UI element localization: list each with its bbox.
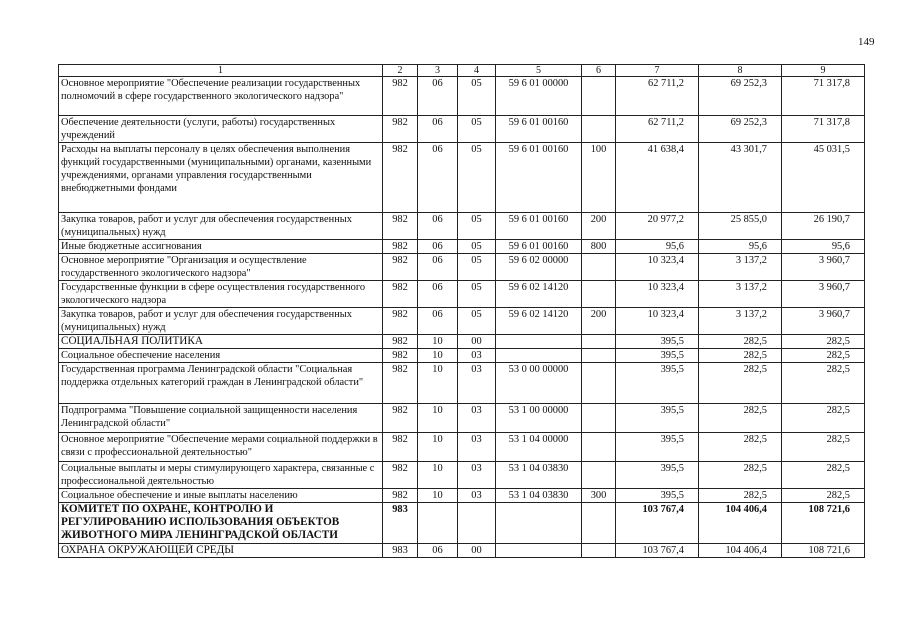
- code-subsection-cell: 05: [458, 77, 496, 116]
- header-cell: 9: [782, 65, 865, 77]
- code-department-cell: 982: [383, 489, 418, 503]
- code-department-cell: 982: [383, 254, 418, 281]
- code-target-article-cell: [496, 349, 582, 363]
- row-name-cell: Закупка товаров, работ и услуг для обеспечения государственных (муниципальных) нужд: [59, 308, 383, 335]
- row-name-cell: СОЦИАЛЬНАЯ ПОЛИТИКА: [59, 335, 383, 349]
- code-department-cell: 982: [383, 77, 418, 116]
- code-section-cell: 06: [418, 308, 458, 335]
- amount-year-3-cell: 282,5: [782, 489, 865, 503]
- row-name-cell: Закупка товаров, работ и услуг для обеспечения государственных (муниципальных) нужд: [59, 213, 383, 240]
- amount-year-2-cell: 282,5: [699, 433, 782, 462]
- amount-year-3-cell: 71 317,8: [782, 116, 865, 143]
- table-row: [59, 143, 865, 213]
- code-department-cell: 982: [383, 143, 418, 213]
- code-expense-type-cell: 100: [582, 143, 616, 213]
- code-target-article-cell: 59 6 01 00000: [496, 77, 582, 116]
- code-section-cell: 10: [418, 433, 458, 462]
- amount-year-1-cell: 62 711,2: [616, 116, 699, 143]
- code-section-cell: 10: [418, 363, 458, 404]
- code-subsection-cell: 05: [458, 281, 496, 308]
- code-department-cell: 982: [383, 335, 418, 349]
- amount-year-1-cell: 62 711,2: [616, 77, 699, 116]
- code-expense-type-cell: [582, 462, 616, 489]
- code-target-article-cell: 59 6 02 00000: [496, 254, 582, 281]
- code-department-cell: 982: [383, 116, 418, 143]
- code-expense-type-cell: [582, 503, 616, 544]
- amount-year-3-cell: 3 960,7: [782, 281, 865, 308]
- amount-year-2-cell: 3 137,2: [699, 254, 782, 281]
- code-section-cell: 06: [418, 240, 458, 254]
- code-expense-type-cell: [582, 363, 616, 404]
- amount-year-3-cell: 3 960,7: [782, 254, 865, 281]
- code-department-cell: 983: [383, 503, 418, 544]
- code-target-article-cell: 59 6 02 14120: [496, 281, 582, 308]
- amount-year-3-cell: 282,5: [782, 433, 865, 462]
- code-target-article-cell: 59 6 01 00160: [496, 213, 582, 240]
- code-department-cell: 982: [383, 404, 418, 433]
- amount-year-2-cell: 69 252,3: [699, 77, 782, 116]
- amount-year-1-cell: 103 767,4: [616, 503, 699, 544]
- row-name-cell: Социальное обеспечение и иные выплаты населению: [59, 489, 383, 503]
- amount-year-1-cell: 10 323,4: [616, 254, 699, 281]
- amount-year-1-cell: 20 977,2: [616, 213, 699, 240]
- code-expense-type-cell: [582, 349, 616, 363]
- code-department-cell: 982: [383, 213, 418, 240]
- table-row: [59, 544, 865, 558]
- amount-year-2-cell: 69 252,3: [699, 116, 782, 143]
- code-subsection-cell: [458, 503, 496, 544]
- code-target-article-cell: 53 1 04 03830: [496, 489, 582, 503]
- amount-year-1-cell: 395,5: [616, 349, 699, 363]
- header-cell: 1: [59, 65, 383, 77]
- row-name-cell: Государственная программа Ленинградской области "Социальная поддержка отдельных категорий граждан в Ленинградской области": [59, 363, 383, 404]
- amount-year-2-cell: 25 855,0: [699, 213, 782, 240]
- code-subsection-cell: 03: [458, 349, 496, 363]
- table-row: [59, 281, 865, 308]
- amount-year-2-cell: 95,6: [699, 240, 782, 254]
- amount-year-3-cell: 282,5: [782, 335, 865, 349]
- row-name-cell: Основное мероприятие "Обеспечение мерами социальной поддержки в связи с профессиональной деятельностью": [59, 433, 383, 462]
- amount-year-2-cell: 282,5: [699, 489, 782, 503]
- row-name-cell: Иные бюджетные ассигнования: [59, 240, 383, 254]
- code-target-article-cell: 53 1 00 00000: [496, 404, 582, 433]
- code-section-cell: 10: [418, 404, 458, 433]
- amount-year-1-cell: 395,5: [616, 433, 699, 462]
- code-expense-type-cell: [582, 433, 616, 462]
- table-row: [59, 213, 865, 240]
- header-row: [59, 65, 865, 77]
- code-expense-type-cell: 300: [582, 489, 616, 503]
- table-row: [59, 335, 865, 349]
- header-cell: 5: [496, 65, 582, 77]
- code-subsection-cell: 05: [458, 240, 496, 254]
- code-target-article-cell: [496, 503, 582, 544]
- table-row: [59, 363, 865, 404]
- amount-year-3-cell: 282,5: [782, 462, 865, 489]
- amount-year-3-cell: 45 031,5: [782, 143, 865, 213]
- code-department-cell: 983: [383, 544, 418, 558]
- code-expense-type-cell: [582, 281, 616, 308]
- code-section-cell: 06: [418, 77, 458, 116]
- amount-year-1-cell: 10 323,4: [616, 281, 699, 308]
- table-row: [59, 404, 865, 433]
- code-department-cell: 982: [383, 462, 418, 489]
- amount-year-2-cell: 282,5: [699, 462, 782, 489]
- code-department-cell: 982: [383, 240, 418, 254]
- code-expense-type-cell: [582, 404, 616, 433]
- code-section-cell: 06: [418, 143, 458, 213]
- amount-year-1-cell: 41 638,4: [616, 143, 699, 213]
- amount-year-3-cell: 108 721,6: [782, 544, 865, 558]
- code-department-cell: 982: [383, 433, 418, 462]
- table-row: [59, 240, 865, 254]
- header-cell: 8: [699, 65, 782, 77]
- code-department-cell: 982: [383, 308, 418, 335]
- code-subsection-cell: 03: [458, 363, 496, 404]
- code-expense-type-cell: 200: [582, 308, 616, 335]
- code-department-cell: 982: [383, 281, 418, 308]
- table-row: [59, 254, 865, 281]
- row-name-cell: Социальные выплаты и меры стимулирующего характера, связанные с профессиональной деятельностью: [59, 462, 383, 489]
- amount-year-3-cell: 3 960,7: [782, 308, 865, 335]
- amount-year-2-cell: 282,5: [699, 363, 782, 404]
- code-expense-type-cell: [582, 544, 616, 558]
- code-target-article-cell: 59 6 01 00160: [496, 143, 582, 213]
- amount-year-1-cell: 395,5: [616, 489, 699, 503]
- amount-year-1-cell: 395,5: [616, 404, 699, 433]
- code-section-cell: 10: [418, 349, 458, 363]
- budget-table: [58, 64, 865, 558]
- amount-year-3-cell: 282,5: [782, 404, 865, 433]
- amount-year-2-cell: 282,5: [699, 349, 782, 363]
- table-row: [59, 433, 865, 462]
- code-section-cell: 10: [418, 462, 458, 489]
- row-name-cell: Государственные функции в сфере осуществления государственного экологического надзора: [59, 281, 383, 308]
- code-target-article-cell: 53 1 04 00000: [496, 433, 582, 462]
- amount-year-2-cell: 104 406,4: [699, 503, 782, 544]
- row-name-cell: Социальное обеспечение населения: [59, 349, 383, 363]
- code-department-cell: 982: [383, 349, 418, 363]
- code-department-cell: 982: [383, 363, 418, 404]
- code-section-cell: 10: [418, 335, 458, 349]
- row-name-cell: Основное мероприятие "Организация и осуществление государственного экологического надзора": [59, 254, 383, 281]
- amount-year-2-cell: 3 137,2: [699, 281, 782, 308]
- table-row: [59, 489, 865, 503]
- page-number: 149: [858, 36, 875, 48]
- amount-year-1-cell: 10 323,4: [616, 308, 699, 335]
- amount-year-2-cell: 43 301,7: [699, 143, 782, 213]
- row-name-cell: КОМИТЕТ ПО ОХРАНЕ, КОНТРОЛЮ И РЕГУЛИРОВАНИЮ ИСПОЛЬЗОВАНИЯ ОБЪЕКТОВ ЖИВОТНОГО МИРА ЛЕНИНГРАДСКОЙ ОБЛАСТИ: [59, 503, 383, 544]
- code-subsection-cell: 05: [458, 143, 496, 213]
- row-name-cell: Расходы на выплаты персоналу в целях обеспечения выполнения функций государственными (муниципальными) органами, казенными учреждениями, органами управления государственными внебюджетными фондами: [59, 143, 383, 213]
- code-subsection-cell: 05: [458, 213, 496, 240]
- code-section-cell: 06: [418, 254, 458, 281]
- code-target-article-cell: 53 1 04 03830: [496, 462, 582, 489]
- amount-year-2-cell: 282,5: [699, 404, 782, 433]
- code-target-article-cell: 59 6 02 14120: [496, 308, 582, 335]
- code-expense-type-cell: [582, 335, 616, 349]
- code-section-cell: 06: [418, 544, 458, 558]
- amount-year-1-cell: 395,5: [616, 363, 699, 404]
- code-target-article-cell: [496, 544, 582, 558]
- amount-year-3-cell: 95,6: [782, 240, 865, 254]
- row-name-cell: Основное мероприятие "Обеспечение реализации государственных полномочий в сфере государственного экологического надзора": [59, 77, 383, 116]
- row-name-cell: Подпрограмма "Повышение социальной защищенности населения Ленинградской области": [59, 404, 383, 433]
- amount-year-1-cell: 395,5: [616, 462, 699, 489]
- table-row: [59, 308, 865, 335]
- header-cell: 3: [418, 65, 458, 77]
- row-name-cell: ОХРАНА ОКРУЖАЮЩЕЙ СРЕДЫ: [59, 544, 383, 558]
- code-section-cell: 06: [418, 281, 458, 308]
- code-expense-type-cell: 800: [582, 240, 616, 254]
- code-subsection-cell: 05: [458, 116, 496, 143]
- code-subsection-cell: 00: [458, 544, 496, 558]
- code-subsection-cell: 03: [458, 404, 496, 433]
- code-section-cell: 06: [418, 116, 458, 143]
- code-target-article-cell: 53 0 00 00000: [496, 363, 582, 404]
- code-expense-type-cell: [582, 116, 616, 143]
- table-row: [59, 503, 865, 544]
- amount-year-1-cell: 95,6: [616, 240, 699, 254]
- table-row: [59, 77, 865, 116]
- code-target-article-cell: 59 6 01 00160: [496, 116, 582, 143]
- amount-year-1-cell: 103 767,4: [616, 544, 699, 558]
- code-subsection-cell: 03: [458, 462, 496, 489]
- header-cell: 4: [458, 65, 496, 77]
- row-name-cell: Обеспечение деятельности (услуги, работы) государственных учреждений: [59, 116, 383, 143]
- code-subsection-cell: 05: [458, 308, 496, 335]
- amount-year-3-cell: 108 721,6: [782, 503, 865, 544]
- code-subsection-cell: 05: [458, 254, 496, 281]
- table-row: [59, 462, 865, 489]
- code-subsection-cell: 00: [458, 335, 496, 349]
- amount-year-1-cell: 395,5: [616, 335, 699, 349]
- amount-year-3-cell: 26 190,7: [782, 213, 865, 240]
- code-expense-type-cell: 200: [582, 213, 616, 240]
- code-section-cell: 10: [418, 489, 458, 503]
- header-cell: 6: [582, 65, 616, 77]
- table-row: [59, 116, 865, 143]
- amount-year-2-cell: 104 406,4: [699, 544, 782, 558]
- amount-year-3-cell: 282,5: [782, 349, 865, 363]
- code-section-cell: 06: [418, 213, 458, 240]
- code-subsection-cell: 03: [458, 489, 496, 503]
- code-target-article-cell: 59 6 01 00160: [496, 240, 582, 254]
- code-subsection-cell: 03: [458, 433, 496, 462]
- code-target-article-cell: [496, 335, 582, 349]
- amount-year-2-cell: 3 137,2: [699, 308, 782, 335]
- amount-year-3-cell: 71 317,8: [782, 77, 865, 116]
- header-cell: 2: [383, 65, 418, 77]
- code-expense-type-cell: [582, 77, 616, 116]
- header-cell: 7: [616, 65, 699, 77]
- code-expense-type-cell: [582, 254, 616, 281]
- code-section-cell: [418, 503, 458, 544]
- amount-year-2-cell: 282,5: [699, 335, 782, 349]
- amount-year-3-cell: 282,5: [782, 363, 865, 404]
- table-row: [59, 349, 865, 363]
